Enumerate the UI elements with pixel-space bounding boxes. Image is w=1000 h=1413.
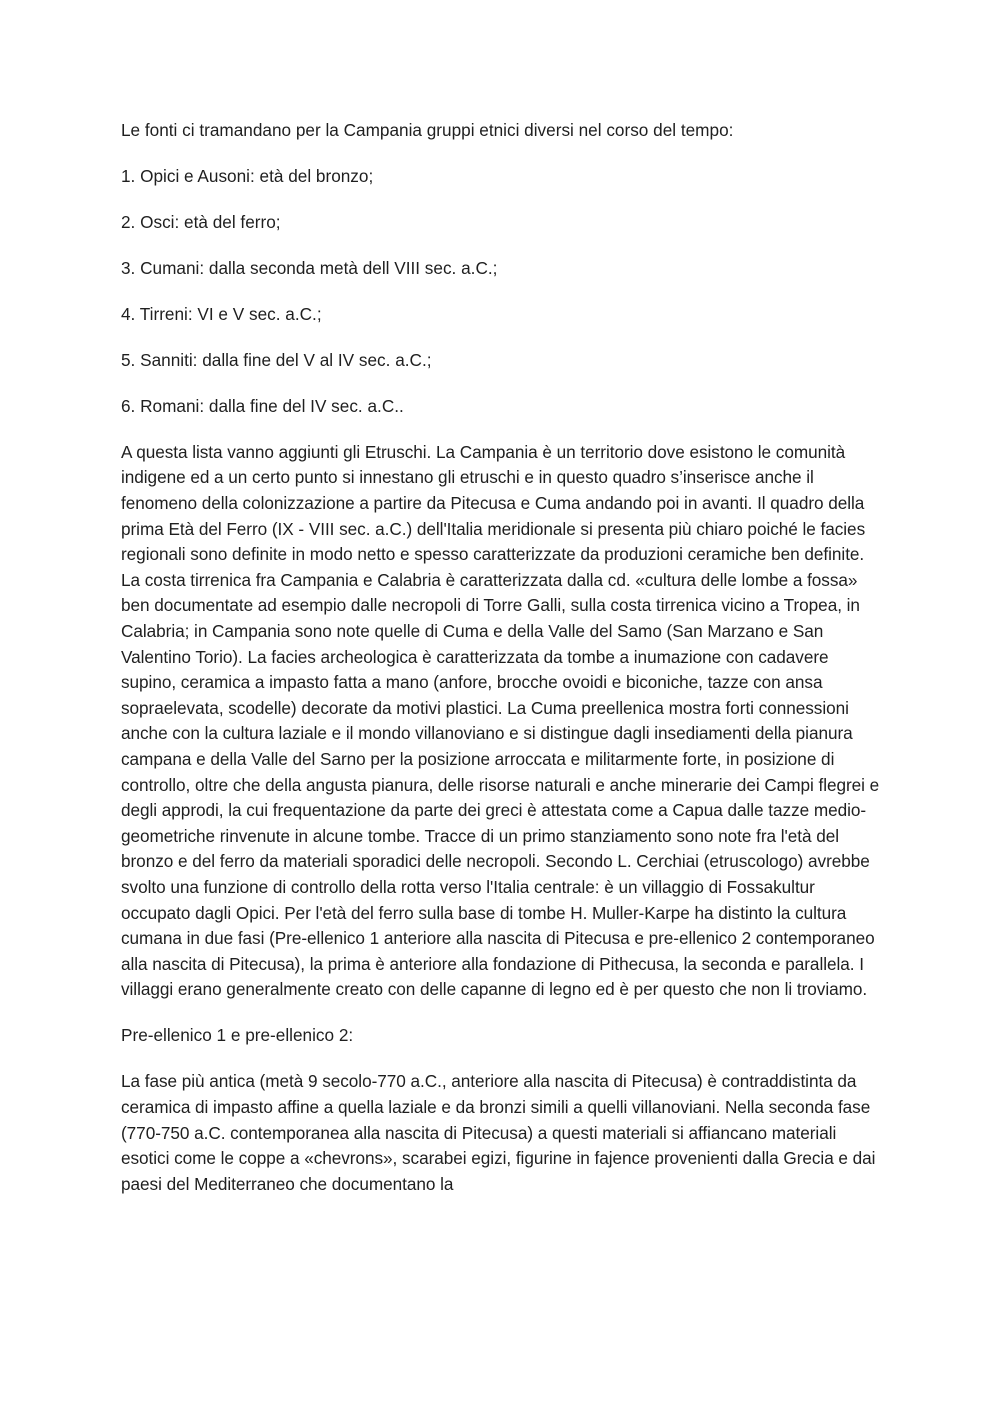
list-item: 6. Romani: dalla fine del IV sec. a.C.. — [121, 395, 404, 416]
intro-paragraph: Le fonti ci tramandano per la Campania gruppi etnici diversi nel corso del tempo: — [121, 120, 734, 140]
body-paragraph: La fase più antica (metà 9 secolo-770 a.C., anteriore alla nascita di Pitecusa) è contraddistinta da ceramica di impasto affine a quella laziale e da bronzi simili a quelli villanoviani. Nella seconda fase (770-750 a.C. contemporanea alla nascita di Pitecusa) a questi materiali si affiancano materiali esotici come le coppe a «chevrons», scarabei egizi, figurine in fajence provenienti dalla Grecia e dai paesi del Mediterraneo che documentano la — [121, 1071, 876, 1194]
list-item: 3. Cumani: dalla seconda metà dell VIII sec. a.C.; — [121, 257, 498, 278]
list-item: 1. Opici e Ausoni: età del bronzo; — [121, 165, 374, 186]
section-subheading: Pre-ellenico 1 e pre-ellenico 2: — [121, 1025, 354, 1046]
document-body — [121, 118, 881, 1218]
list-item: 2. Osci: età del ferro; — [121, 211, 281, 232]
list-item: 4. Tirreni: VI e V sec. a.C.; — [121, 303, 322, 324]
list-item: 5. Sanniti: dalla fine del V al IV sec. a.C.; — [121, 349, 432, 370]
body-paragraph: A questa lista vanno aggiunti gli Etruschi. La Campania è un territorio dove esistono le comunità indigene ed a un certo punto si innestano gli etruschi e in questo quadro s’inserisce anche il fenomeno della colonizzazione a partire da Pitecusa e Cuma andando poi in avanti. Il quadro della prima Età del Ferro (IX - VIII sec. a.C.) dell'Italia meridionale si presenta più chiaro poiché le facies regionali sono definite in modo netto e spesso caratterizzate da produzioni ceramiche ben definite. La costa tirrenica fra Campania e Calabria è caratterizzata dalla cd. «cultura delle lombe a fossa» ben documentate ad esempio dalle necropoli di Torre Galli, sulla costa tirrenica vicino a Tropea, in Calabria; in Campania sono note quelle di Cuma e della Valle del Samo (San Marzano e San Valentino Torio). La facies archeologica è caratterizzata da tombe a inumazione con cadavere supino, ceramica a impasto fatta a mano (anfore, brocche ovoidi e biconiche, tazze con ansa sopraelevata, scodelle) decorate da motivi plastici. La Cuma preellenica mostra forti connessioni anche con la cultura laziale e il mondo villanoviano e si distingue dagli insediamenti della pianura campana e della Valle del Sarno per la posizione arroccata e militarmente forte, in posizione di controllo, oltre che della angusta pianura, delle risorse naturali e anche minerarie dei Campi flegrei e degli approdi, la cui frequentazione da parte dei greci è attestata come a Capua dalle tazze medio-geometriche rinvenute in alcune tombe. Tracce di un primo stanziamento sono note fra l'età del bronzo e del ferro da materiali sporadici delle necropoli. Secondo L. Cerchiai (etruscologo) avrebbe svolto una funzione di controllo della rotta verso l'Italia centrale: è un villaggio di Fossakultur occupato dagli Opici. Per l'età del ferro sulla base di tombe H. Muller-Karpe ha distinto la cultura cumana in due fasi (Pre-ellenico 1 anteriore alla nascita di Pitecusa e pre-ellenico 2 contemporaneo alla nascita di Pitecusa), la prima è anteriore alla fondazione di Pithecusa, la seconda e parallela. I villaggi erano generalmente creato con delle capanne di legno ed è per questo che non li troviamo. — [121, 441, 880, 1000]
